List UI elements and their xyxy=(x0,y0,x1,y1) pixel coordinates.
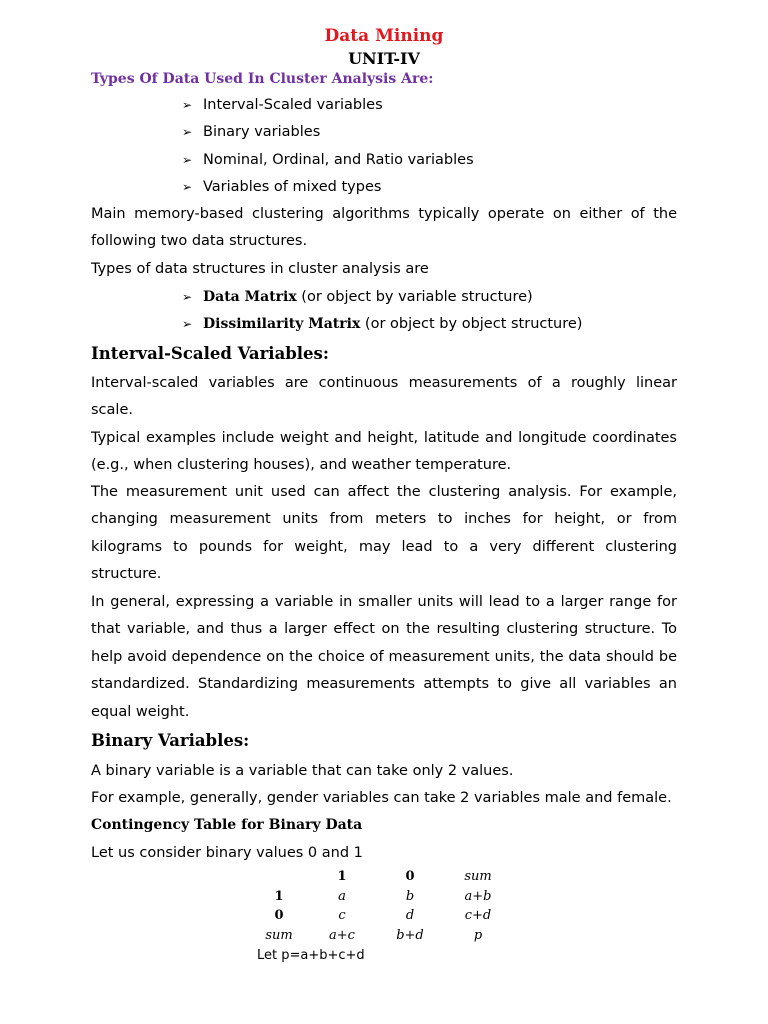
table-row xyxy=(250,926,512,946)
arrow-bullet-icon: ➢ xyxy=(182,290,193,304)
unit-title: UNIT-IV xyxy=(348,49,420,68)
list-item xyxy=(182,316,582,332)
term-description: (or object by object structure) xyxy=(360,316,583,332)
paragraph: The measurement unit used can affect the clustering analysis. For example, changing measurement units from meters to inches for height, or from kilograms to pounds for weight, may lead to a very different clustering structure. xyxy=(91,484,677,583)
paragraph: Let us consider binary values 0 and 1 xyxy=(91,845,363,861)
table-cell: c xyxy=(338,908,346,924)
term-description: (or object by variable structure) xyxy=(296,289,533,305)
list-item xyxy=(182,179,381,195)
table-cell: p xyxy=(473,927,483,943)
table-row xyxy=(250,906,512,926)
table-row xyxy=(250,887,512,907)
arrow-bullet-icon: ➢ xyxy=(182,125,193,139)
list-item-label: Binary variables xyxy=(203,124,321,140)
table-cell: a xyxy=(338,888,346,904)
table-cell: a+b xyxy=(464,888,492,904)
list-item-label: Variables of mixed types xyxy=(203,179,382,195)
list-item-label: Interval-Scaled variables xyxy=(203,97,383,113)
list-item xyxy=(182,97,383,113)
table-cell: b+d xyxy=(396,927,424,943)
table-cell xyxy=(250,867,308,887)
table-cell: b xyxy=(405,888,415,904)
table-cell: a+c xyxy=(329,927,355,943)
table-header-cell: sum xyxy=(464,869,492,885)
table-heading: Contingency Table for Binary Data xyxy=(91,817,363,833)
list-item-label: Nominal, Ordinal, and Ratio variables xyxy=(203,152,474,168)
types-heading: Types Of Data Used In Cluster Analysis Are: xyxy=(91,71,434,87)
table-cell: d xyxy=(405,908,415,924)
table-row-label: 1 xyxy=(274,888,284,904)
intro-paragraph: Main memory-based clustering algorithms typically operate on either of the following two data structures. xyxy=(91,206,677,250)
table-row-label: sum xyxy=(265,927,293,943)
arrow-bullet-icon: ➢ xyxy=(182,180,193,194)
paragraph: Typical examples include weight and height, latitude and longitude coordinates (e.g., when clustering houses), and weather temperature. xyxy=(91,430,677,474)
table-row-label: 0 xyxy=(274,908,284,924)
section-heading: Interval-Scaled Variables: xyxy=(91,344,329,363)
paragraph: Interval-scaled variables are continuous measurements of a roughly linear scale. xyxy=(91,375,677,419)
list-item xyxy=(182,289,533,305)
paragraph: In general, expressing a variable in smaller units will lead to a larger range for that variable, and thus a larger effect on the resulting clustering structure. To help avoid dependence on the choice of measurement units, the data should be standardized. Standardizing measurements attempts to give all variables an equal weight. xyxy=(91,594,677,720)
intro-line: Types of data structures in cluster analysis are xyxy=(91,261,429,277)
section-heading: Binary Variables: xyxy=(91,731,250,750)
term-label: Dissimilarity Matrix xyxy=(203,316,361,332)
arrow-bullet-icon: ➢ xyxy=(182,153,193,167)
formula-note: Let p=a+b+c+d xyxy=(257,948,365,963)
term-label: Data Matrix xyxy=(203,289,297,305)
contingency-table xyxy=(250,867,512,945)
table-header-row xyxy=(250,867,512,887)
arrow-bullet-icon: ➢ xyxy=(182,317,193,331)
table-header-cell: 1 xyxy=(337,869,347,885)
list-item xyxy=(182,152,474,168)
arrow-bullet-icon: ➢ xyxy=(182,98,193,112)
table-cell: c+d xyxy=(464,908,492,924)
list-item xyxy=(182,124,320,140)
table-header-cell: 0 xyxy=(405,869,415,885)
paragraph: A binary variable is a variable that can take only 2 values. xyxy=(91,763,514,779)
course-title: Data Mining xyxy=(324,26,444,46)
paragraph: For example, generally, gender variables can take 2 variables male and female. xyxy=(91,790,672,806)
